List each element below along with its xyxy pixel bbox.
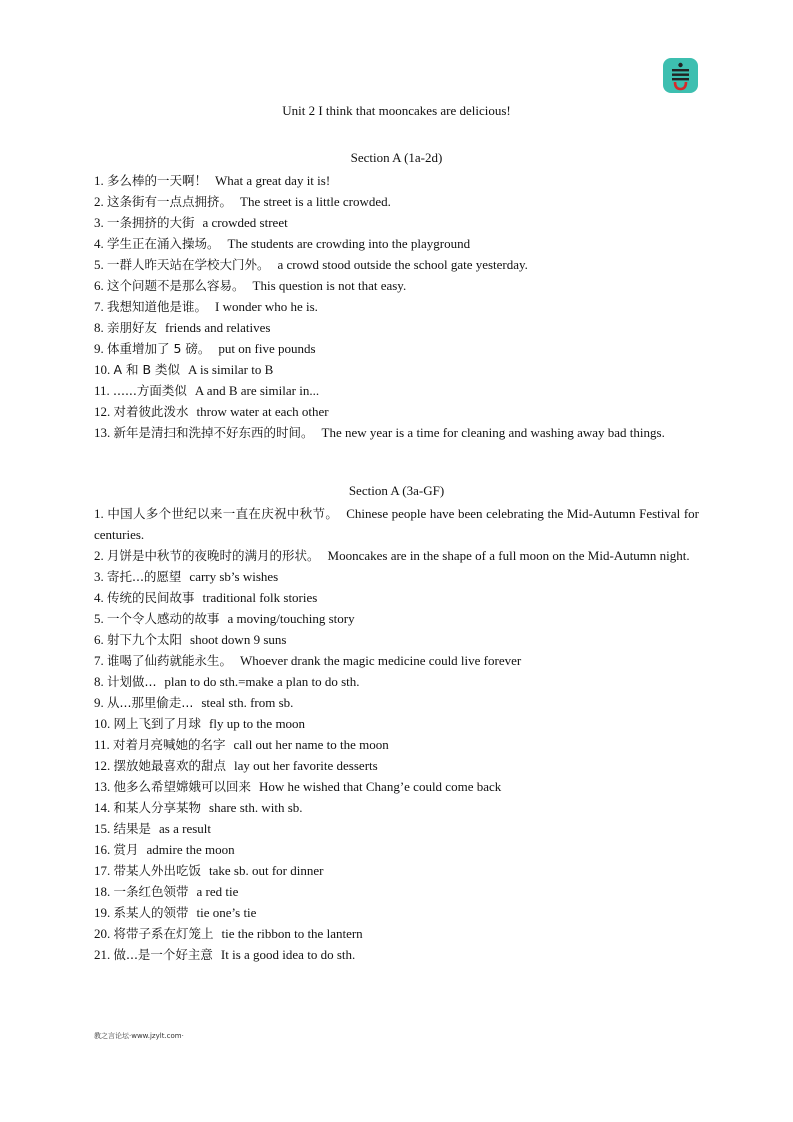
item-number: 20.	[94, 926, 111, 941]
item-number: 11.	[94, 737, 110, 752]
document-title: Unit 2 I think that mooncakes are delicious!	[282, 103, 511, 118]
chinese-phrase: 谁喝了仙药就能永生。	[107, 653, 233, 668]
list-item	[94, 380, 699, 401]
list-item	[94, 923, 699, 944]
list-item	[94, 818, 699, 839]
english-translation: fly up to the moon	[209, 716, 306, 731]
list-item	[94, 359, 699, 380]
chinese-phrase: 结果是	[113, 821, 152, 836]
chinese-phrase: 一条拥挤的大街	[107, 215, 195, 230]
item-number: 1.	[94, 506, 104, 521]
english-translation: I wonder who he is.	[215, 299, 318, 314]
list-item	[94, 713, 699, 734]
item-number: 4.	[94, 590, 104, 605]
item-number: 5.	[94, 611, 104, 626]
list-item	[94, 422, 699, 443]
item-number: 15.	[94, 821, 111, 836]
list-item	[94, 170, 699, 191]
english-translation: How he wished that Chang’e could come back	[259, 779, 502, 794]
list-item	[94, 734, 699, 755]
item-number: 3.	[94, 569, 104, 584]
english-translation: admire the moon	[146, 842, 235, 857]
list-item	[94, 401, 699, 422]
english-translation: call out her name to the moon	[233, 737, 389, 752]
list-item	[94, 587, 699, 608]
english-translation: a crowded street	[202, 215, 288, 230]
list-item	[94, 233, 699, 254]
item-number: 17.	[94, 863, 111, 878]
item-number: 13.	[94, 425, 111, 440]
chinese-phrase: 赏月	[113, 842, 139, 857]
chinese-phrase: 系某人的领带	[113, 905, 189, 920]
chinese-phrase: 做...是一个好主意	[113, 947, 213, 962]
item-number: 2.	[94, 194, 104, 209]
chinese-phrase: 学生正在涌入操场。	[107, 236, 220, 251]
list-item	[94, 755, 699, 776]
chinese-phrase: 体重增加了 5 磅。	[107, 341, 211, 356]
item-number: 10.	[94, 716, 111, 731]
list-item	[94, 860, 699, 881]
item-number: 12.	[94, 404, 111, 419]
chinese-phrase: 将带子系在灯笼上	[113, 926, 214, 941]
english-translation: shoot down 9 suns	[190, 632, 287, 647]
list-item	[94, 881, 699, 902]
item-number: 10.	[94, 362, 111, 377]
section-2-title: Section A (3a-GF)	[348, 483, 445, 498]
chinese-phrase: 一群人昨天站在学校大门外。	[107, 257, 270, 272]
list-item	[94, 212, 699, 233]
item-number: 5.	[94, 257, 104, 272]
list-item	[94, 608, 699, 629]
item-number: 6.	[94, 278, 104, 293]
english-translation: steal sth. from sb.	[201, 695, 294, 710]
chinese-phrase: 传统的民间故事	[107, 590, 195, 605]
list-item	[94, 275, 699, 296]
item-number: 7.	[94, 653, 104, 668]
chinese-phrase: 这个问题不是那么容易。	[107, 278, 245, 293]
chinese-phrase: 计划做...	[107, 674, 157, 689]
chinese-phrase: A 和 B 类似	[113, 362, 181, 377]
item-number: 21.	[94, 947, 111, 962]
english-translation: Mooncakes are in the shape of a full moon on the Mid-Autumn night.	[327, 548, 690, 563]
section-2-list	[94, 503, 699, 965]
english-translation: What a great day it is!	[215, 173, 331, 188]
chinese-phrase: 对着月亮喊她的名字	[113, 737, 226, 752]
item-number: 9.	[94, 695, 104, 710]
english-translation: This question is not that easy.	[252, 278, 407, 293]
list-item	[94, 650, 699, 671]
chinese-phrase: 带某人外出吃饭	[113, 863, 202, 878]
list-item	[94, 797, 699, 818]
item-number: 9.	[94, 341, 104, 356]
list-item	[94, 671, 699, 692]
list-item	[94, 503, 699, 545]
list-item	[94, 254, 699, 275]
item-number: 12.	[94, 758, 111, 773]
chinese-phrase: 多么棒的一天啊！	[107, 173, 208, 188]
english-translation: Whoever drank the magic medicine could live forever	[240, 653, 522, 668]
chinese-phrase: 一条红色领带	[113, 884, 189, 899]
english-translation: The students are crowding into the playground	[227, 236, 471, 251]
english-translation: It is a good idea to do sth.	[220, 947, 356, 962]
english-translation: The street is a little crowded.	[240, 194, 391, 209]
english-translation: tie one’s tie	[196, 905, 257, 920]
english-translation: A is similar to B	[188, 362, 274, 377]
chinese-phrase: 和某人分享某物	[113, 800, 202, 815]
section-1-list	[94, 170, 699, 443]
chinese-phrase: 一个令人感动的故事	[107, 611, 220, 626]
english-translation: lay out her favorite desserts	[234, 758, 378, 773]
chinese-phrase: 寄托...的愿望	[107, 569, 182, 584]
english-translation: a moving/touching story	[227, 611, 355, 626]
list-item	[94, 839, 699, 860]
english-translation: The new year is a time for cleaning and washing away bad things.	[321, 425, 665, 440]
item-number: 1.	[94, 173, 104, 188]
item-number: 7.	[94, 299, 104, 314]
chinese-phrase: 亲朋好友	[107, 320, 158, 335]
item-number: 19.	[94, 905, 111, 920]
item-number: 2.	[94, 548, 104, 563]
item-number: 8.	[94, 320, 104, 335]
list-item	[94, 902, 699, 923]
chinese-phrase: 我想知道他是谁。	[107, 299, 208, 314]
book-logo-icon	[663, 58, 698, 93]
list-item	[94, 944, 699, 965]
item-number: 16.	[94, 842, 111, 857]
item-number: 13.	[94, 779, 111, 794]
english-translation: put on five pounds	[218, 341, 316, 356]
english-translation: plan to do sth.=make a plan to do sth.	[164, 674, 360, 689]
list-item	[94, 191, 699, 212]
chinese-phrase: 中国人多个世纪以来一直在庆祝中秋节。	[107, 506, 339, 521]
list-item	[94, 338, 699, 359]
item-number: 6.	[94, 632, 104, 647]
chinese-phrase: 月饼是中秋节的夜晚时的满月的形状。	[107, 548, 320, 563]
english-translation: carry sb’s wishes	[189, 569, 279, 584]
chinese-phrase: ......方面类似	[113, 383, 187, 398]
chinese-phrase: 这条街有一点点拥挤。	[107, 194, 233, 209]
item-number: 8.	[94, 674, 104, 689]
list-item	[94, 629, 699, 650]
list-item	[94, 296, 699, 317]
item-number: 14.	[94, 800, 111, 815]
english-translation: tie the ribbon to the lantern	[221, 926, 363, 941]
item-number: 4.	[94, 236, 104, 251]
chinese-phrase: 新年是清扫和洗掉不好东西的时间。	[113, 425, 314, 440]
chinese-phrase: 对着彼此泼水	[113, 404, 189, 419]
section-1-title: Section A (1a-2d)	[350, 150, 443, 165]
chinese-phrase: 网上飞到了月球	[113, 716, 202, 731]
list-item	[94, 545, 699, 566]
english-translation: friends and relatives	[165, 320, 271, 335]
chinese-phrase: 摆放她最喜欢的甜点	[113, 758, 227, 773]
footer-text: 教之言论坛·www.jzylt.com·	[94, 1032, 184, 1040]
english-translation: Chinese people have been celebrating the Mid-Autumn Festival for centuries.	[94, 506, 699, 542]
english-translation: A and B are similar in...	[194, 383, 320, 398]
english-translation: a red tie	[196, 884, 239, 899]
item-number: 18.	[94, 884, 111, 899]
english-translation: as a result	[159, 821, 211, 836]
item-number: 3.	[94, 215, 104, 230]
english-translation: take sb. out for dinner	[209, 863, 324, 878]
chinese-phrase: 从...那里偷走...	[107, 695, 194, 710]
chinese-phrase: 他多么希望嫦娥可以回来	[113, 779, 252, 794]
list-item	[94, 317, 699, 338]
list-item	[94, 566, 699, 587]
list-item	[94, 776, 699, 797]
chinese-phrase: 射下九个太阳	[107, 632, 183, 647]
english-translation: throw water at each other	[196, 404, 329, 419]
list-item	[94, 692, 699, 713]
english-translation: share sth. with sb.	[209, 800, 303, 815]
item-number: 11.	[94, 383, 110, 398]
english-translation: traditional folk stories	[202, 590, 318, 605]
english-translation: a crowd stood outside the school gate yesterday.	[277, 257, 528, 272]
